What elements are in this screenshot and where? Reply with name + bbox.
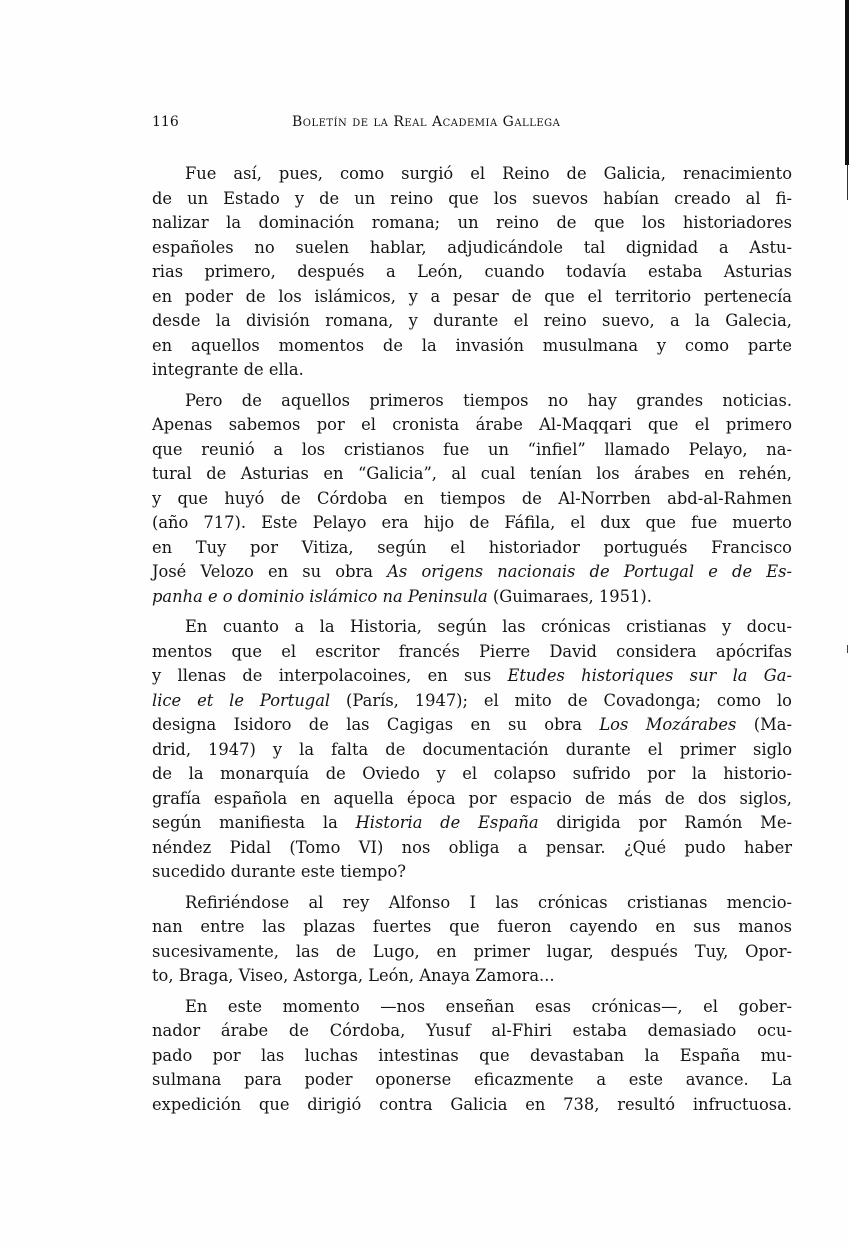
text-line: integrante de ella. [152, 360, 304, 379]
text-line: expedición que dirigió contra Galicia en 738, resultó infructuosa. [152, 1094, 792, 1114]
text-segment: y llenas de interpolacoines, en sus [152, 666, 508, 685]
text-line [152, 664, 792, 689]
text-line: sulmana para poder oponerse eficazmente a este avance. La [152, 1070, 792, 1089]
italic-book-title: Los Mozárabes [599, 715, 737, 734]
text-line: desde la división romana, y durante el reino suevo, a la Galecia, [152, 311, 792, 330]
text-line: Refiriéndose al rey Alfonso I las crónicas cristianas mencio- [185, 892, 792, 912]
text-line: Apenas sabemos por el cronista árabe Al-Maqqari que el primero [152, 415, 792, 434]
text-line: en Tuy por Vitiza, según el historiador portugués Francisco [152, 537, 792, 557]
text-segment: (Ma- [736, 715, 792, 734]
text-line: En cuanto a la Historia, según las crónicas cristianas y docu- [185, 617, 792, 636]
text-line: Fue así, pues, como surgió el Reino de Galicia, renacimiento [185, 164, 792, 183]
text-line: nan entre las plazas fuertes que fueron cayendo en sus manos [152, 917, 792, 936]
text-segment: (Guimaraes, 1951). [487, 586, 652, 606]
text-segment: José Velozo en su obra [152, 562, 388, 581]
italic-book-title: Etudes historiques sur la Ga- [507, 666, 793, 685]
page-number: 116 [152, 114, 179, 130]
text-line: pado por las luchas intestinas que devastaban la España mu- [152, 1045, 792, 1065]
scan-edge-shadow-thin [847, 165, 848, 200]
running-title: Boletín de la Real Academia Gallega [292, 114, 561, 130]
text-line: néndez Pidal (Tomo VI) nos obliga a pensar. ¿Qué pudo haber [152, 837, 792, 857]
text-line: sucesivamente, las de Lugo, en primer lugar, después Tuy, Opor- [152, 941, 792, 961]
text-line [152, 689, 792, 714]
text-line: de un Estado y de un reino que los suevos habían creado al fi- [152, 188, 792, 208]
text-line: to, Braga, Viseo, Astorga, León, Anaya Zamora... [152, 966, 555, 985]
text-line: grafía española en aquella época por espacio de más de dos siglos, [152, 788, 792, 808]
scan-edge-shadow [845, 0, 849, 165]
text-line: nador árabe de Córdoba, Yusuf al-Fhiri estaba demasiado ocu- [152, 1021, 792, 1040]
paragraph-3 [152, 615, 792, 885]
text-segment: según manifiesta la [152, 813, 356, 832]
text-line: de la monarquía de Oviedo y el colapso sufrido por la historio- [152, 764, 792, 783]
body-text [152, 162, 792, 1123]
italic-book-title: panha e o dominio islámico na Peninsula [152, 586, 488, 606]
text-line: rias primero, después a León, cuando todavía estaba Asturias [152, 262, 792, 281]
text-line: y que huyó de Córdoba en tiempos de Al-Norrben abd-al-Rahmen [152, 488, 792, 508]
italic-book-title: As origens nacionais de Portugal e de Es- [387, 562, 792, 581]
text-line: Pero de aquellos primeros tiempos no hay grandes noticias. [185, 390, 792, 410]
text-segment: dirigida por Ramón Me- [538, 813, 792, 832]
text-line: en poder de los islámicos, y a pesar de que el territorio pertenecía [152, 286, 792, 306]
text-line: tural de Asturias en “Galicia”, al cual tenían los árabes en rehén, [152, 464, 792, 483]
paragraph-4 [152, 891, 792, 989]
italic-book-title: lice et le Portugal [152, 690, 331, 710]
italic-book-title: Historia de España [355, 813, 539, 832]
paragraph-1 [152, 162, 792, 383]
text-line: que reunió a los cristianos fue un “infiel” llamado Pelayo, na- [152, 439, 792, 459]
paragraph-5 [152, 995, 792, 1118]
text-line [152, 713, 792, 738]
text-line: nalizar la dominación romana; un reino de que los historiadores [152, 213, 792, 232]
text-line: mentos que el escritor francés Pierre David considera apócrifas [152, 641, 792, 661]
text-line: (año 717). Este Pelayo era hijo de Fáfila, el dux que fue muerto [152, 513, 792, 532]
text-line [152, 560, 792, 585]
text-line: En este momento —nos enseñan esas crónicas—, el gober- [185, 996, 792, 1016]
text-segment: (París, 1947); el mito de Covadonga; como lo [330, 690, 792, 710]
text-line: sucedido durante este tiempo? [152, 862, 406, 881]
text-line [152, 585, 792, 610]
text-line: drid, 1947) y la falta de documentación durante el primer siglo [152, 739, 792, 759]
running-header [152, 114, 792, 138]
text-line: en aquellos momentos de la invasión musulmana y como parte [152, 335, 792, 355]
text-line [152, 811, 792, 836]
paragraph-2 [152, 389, 792, 610]
text-line: españoles no suelen hablar, adjudicándole tal dignidad a Astu- [152, 237, 792, 257]
scan-edge-mark [847, 645, 848, 653]
text-segment: designa Isidoro de las Cagigas en su obra [152, 715, 600, 734]
